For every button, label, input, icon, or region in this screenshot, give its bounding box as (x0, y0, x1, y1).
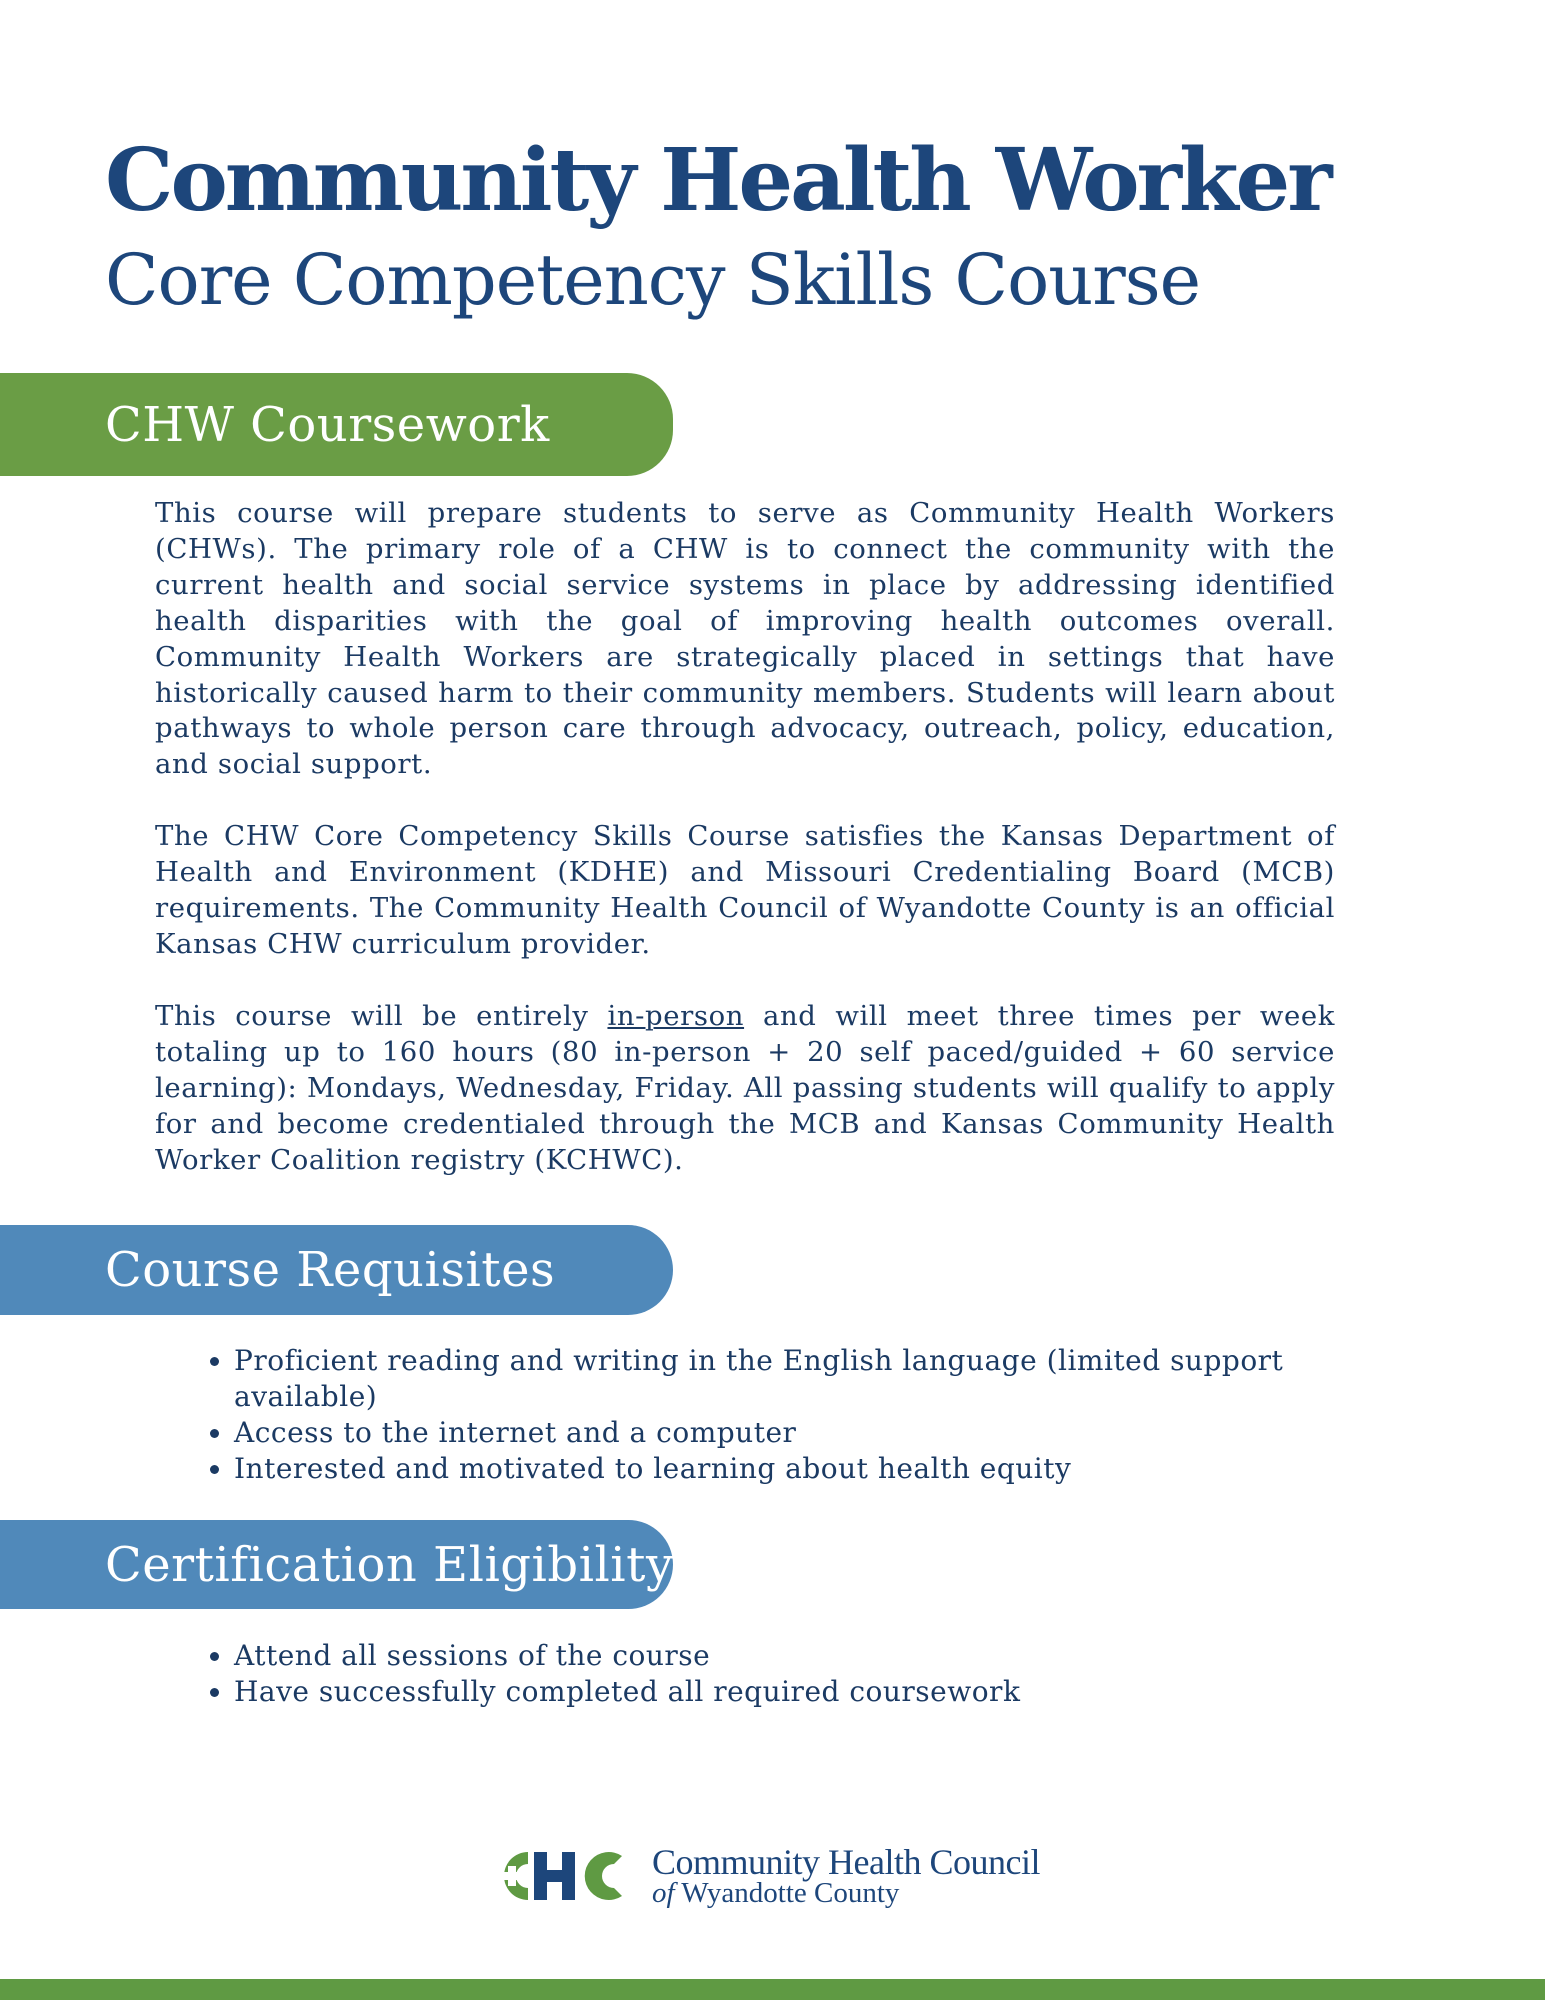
paragraph-3-rest: and will meet three times per week totaling up to 160 hours (80 in-person + 20 self paced/guided + 60 service learning): Mondays, Wednesday, Friday. All passing students will qualify to apply for and become credentialed through the MCB and Kansas Community Health Worker Coalition registry (KCHWC). (155, 1000, 1336, 1176)
section-banner-certification (0, 1520, 673, 1609)
section-heading-coursework: CHW Coursework (105, 396, 550, 453)
list-item: • Proficient reading and writing in the English language (limited support available) (234, 1343, 1384, 1415)
requisites-list (190, 1343, 1384, 1487)
page-subtitle: Core Competency Skills Course (105, 239, 1201, 321)
coursework-paragraph-3 (155, 999, 1335, 1179)
list-item: • Have successfully completed all required coursework (234, 1674, 1384, 1710)
list-item: • Interested and motivated to learning about health equity (234, 1451, 1384, 1487)
section-banner-coursework (0, 373, 673, 476)
org-name-of: of (652, 1877, 675, 1909)
coursework-paragraph-2: The CHW Core Competency Skills Course satisfies the Kansas Department of Health and Environment (KDHE) and Missouri Credentialing Board (MCB) requirements. The Community Health Council of Wyandotte County is an official Kansas CHW curriculum provider. (155, 820, 1335, 960)
org-name-line-2 (652, 1879, 1040, 1907)
coursework-paragraph-1: This course will prepare students to serve as Community Health Workers (CHWs). The primary role of a CHW is to connect the community with the current health and social service systems in place by addressing identified health disparities with the goal of improving health outcomes overall. Community Health Workers are strategically placed in settings that have historically caused harm to their community members. Students will learn about pathways to whole person care through advocacy, outreach, policy, education, and social support. (155, 497, 1335, 781)
section-heading-requisites: Course Requisites (105, 1242, 556, 1298)
chc-logo-mark-icon (488, 1848, 624, 1904)
list-item: • Attend all sessions of the course (234, 1638, 1384, 1674)
certification-list (190, 1638, 1384, 1710)
org-name-county: Wyandotte County (681, 1877, 900, 1909)
footer-bar (0, 1979, 1545, 2000)
page-title: Community Health Worker (105, 130, 1330, 231)
section-banner-requisites (0, 1225, 673, 1315)
in-person-underlined-text: in-person (607, 1000, 745, 1032)
org-name-line-1: Community Health Council (652, 1842, 1040, 1882)
section-heading-certification: Certification Eligibility (105, 1536, 674, 1593)
chc-logo (488, 1842, 1040, 1909)
paragraph-3-intro: This course will be entirely (155, 1000, 608, 1032)
list-item: • Access to the internet and a computer (234, 1415, 1384, 1451)
logo-text (652, 1842, 1040, 1909)
